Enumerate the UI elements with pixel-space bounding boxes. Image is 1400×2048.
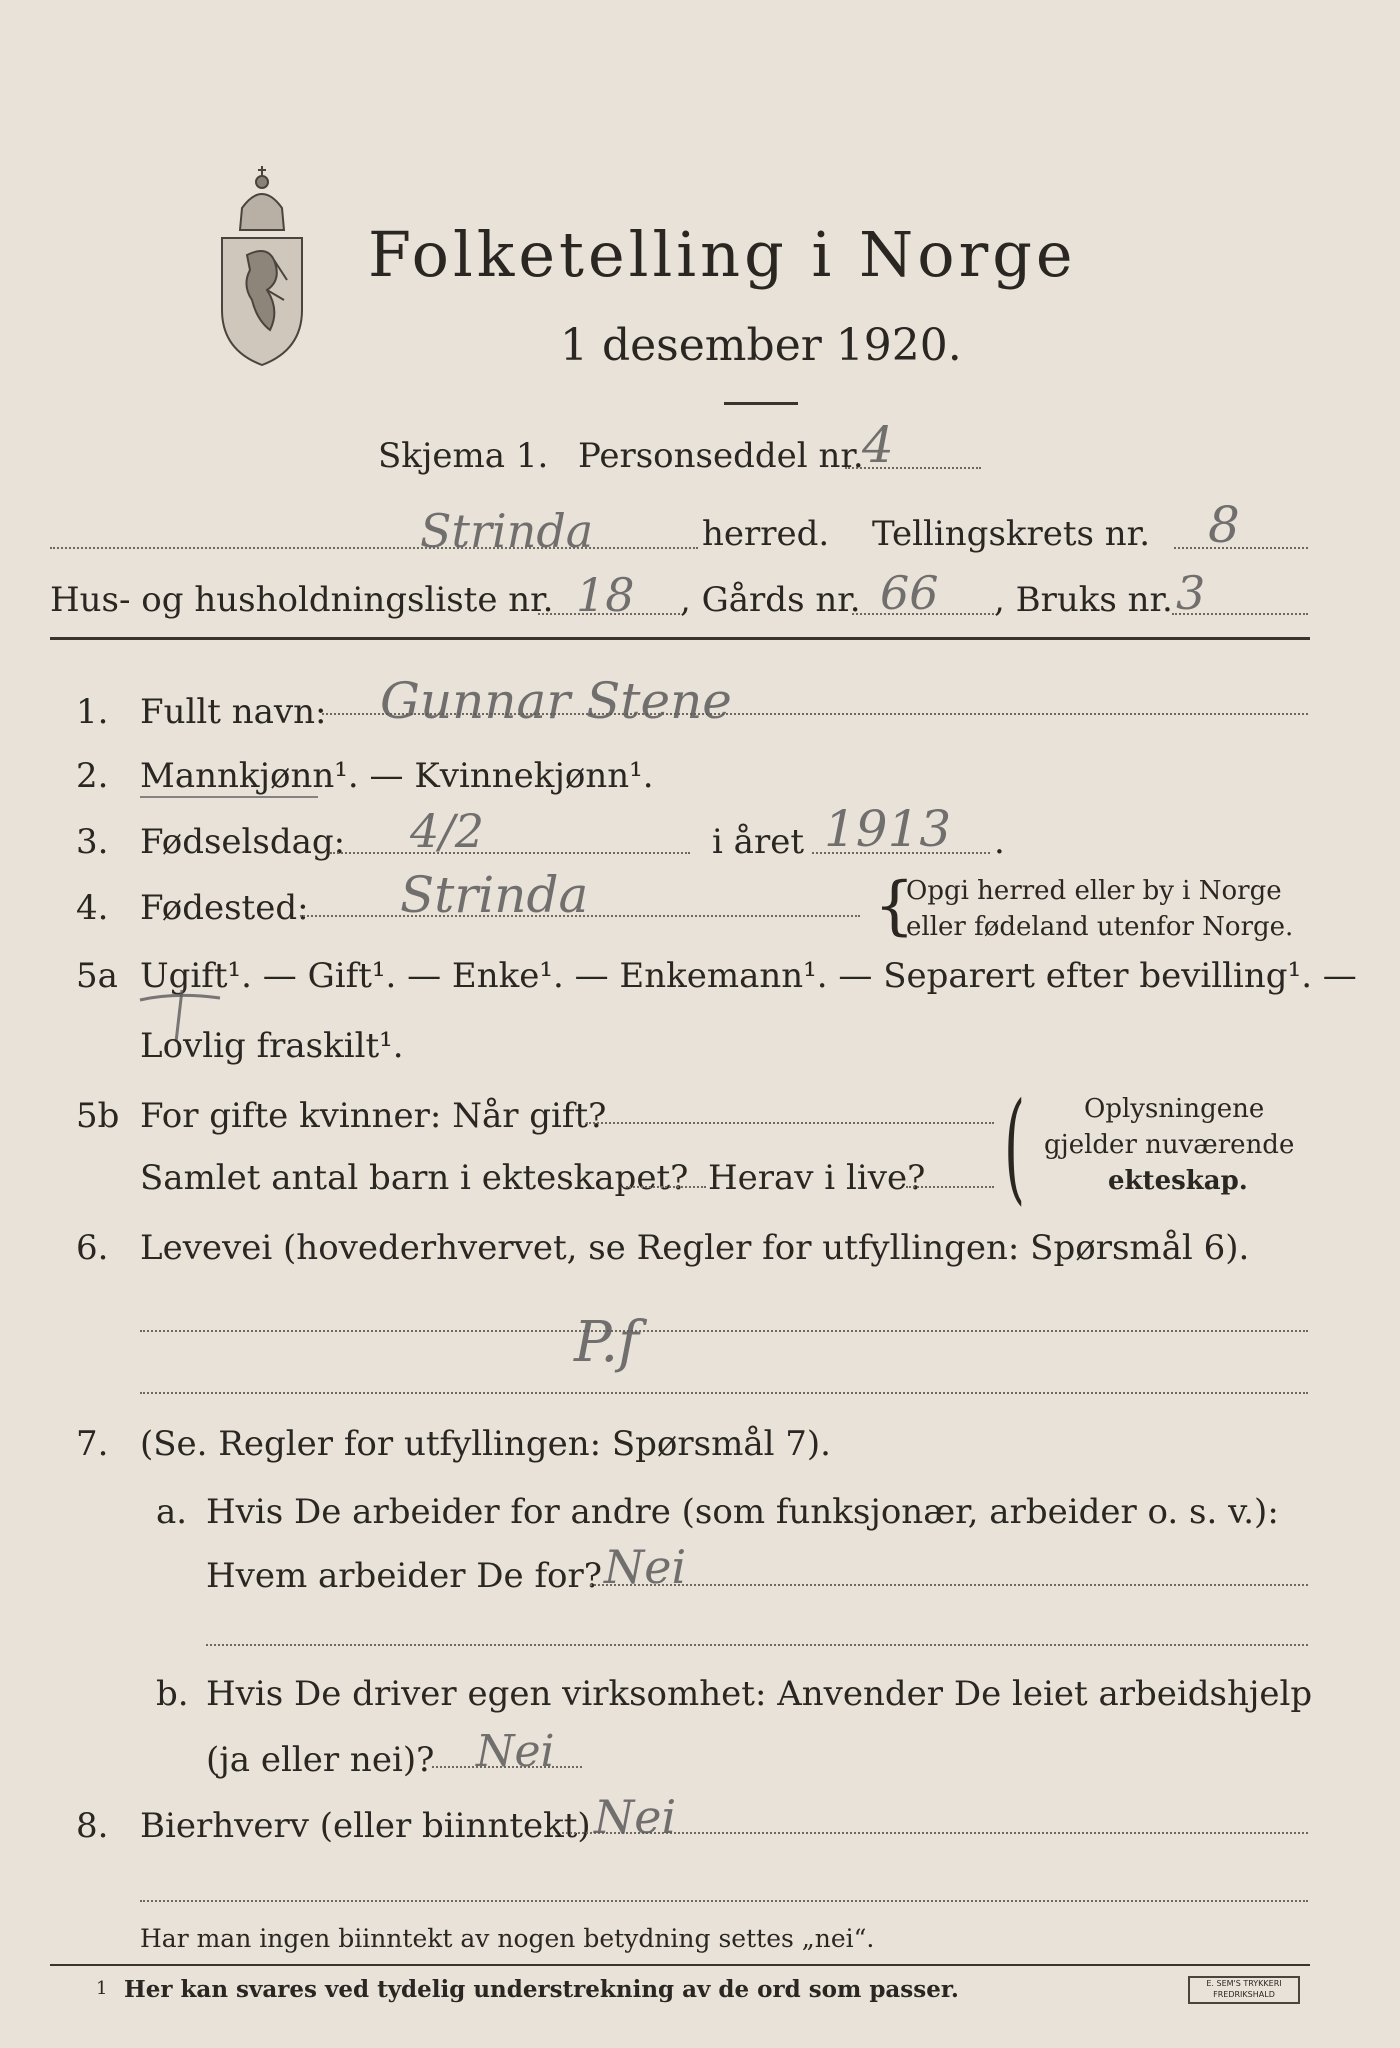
q5b-note-3: ekteskap. xyxy=(1108,1166,1248,1196)
q5b-note-2: gjelder nuværende xyxy=(1044,1130,1295,1160)
q2-underline-mark xyxy=(140,796,318,798)
skjema-label: Skjema 1. xyxy=(378,436,549,476)
q5b-line-1 xyxy=(586,1122,994,1124)
q6-line-2 xyxy=(140,1392,1308,1394)
q2-number: 2. xyxy=(76,756,109,796)
title-separator xyxy=(724,402,798,405)
q8-label: Bierhverv (eller biinntekt) xyxy=(140,1806,591,1846)
q1-number: 1. xyxy=(76,692,109,732)
q8-line-extra xyxy=(140,1900,1308,1902)
q4-label: Fødested: xyxy=(140,888,309,928)
tellingskrets-line xyxy=(1174,547,1308,549)
q7a-line2: Hvem arbeider De for? xyxy=(206,1556,602,1596)
tellingskrets-value: 8 xyxy=(1208,496,1240,554)
q7a-line xyxy=(590,1584,1308,1586)
q5b-note-1: Oplysningene xyxy=(1084,1094,1265,1124)
gards-value: 66 xyxy=(880,566,939,620)
q6-number: 6. xyxy=(76,1228,109,1268)
q7a-line-extra xyxy=(206,1644,1308,1646)
q5b-number: 5b xyxy=(76,1096,120,1136)
form-date: 1 desember 1920. xyxy=(560,320,962,371)
q3-year-label: i året xyxy=(712,822,804,862)
q5a-line2: Lovlig fraskilt¹. xyxy=(140,1026,404,1066)
q7b-value: Nei xyxy=(476,1726,555,1777)
herred-label: herred. xyxy=(702,514,830,554)
q5b-line-3 xyxy=(906,1186,994,1188)
q5b-label-2: Samlet antal barn i ekteskapet? xyxy=(140,1158,689,1198)
q5b-line-2 xyxy=(626,1186,706,1188)
q7b-letter: b. xyxy=(156,1674,189,1714)
form-title: Folketelling i Norge xyxy=(368,218,1077,291)
q3-period: . xyxy=(994,822,1005,862)
q7-label: (Se. Regler for utfyllingen: Spørsmål 7). xyxy=(140,1424,831,1464)
q4-value: Strinda xyxy=(400,866,589,924)
q7a-letter: a. xyxy=(156,1492,188,1532)
q7-number: 7. xyxy=(76,1424,109,1464)
q6-value: P.f xyxy=(574,1310,639,1375)
q1-label: Fullt navn: xyxy=(140,692,327,732)
tellingskrets-label: Tellingskrets nr. xyxy=(872,514,1151,554)
q3-label: Fødselsdag: xyxy=(140,822,346,862)
footer-note: Har man ingen biinntekt av nogen betydning settes „nei“. xyxy=(140,1924,875,1953)
hus-value: 18 xyxy=(576,568,635,622)
gards-label: , Gårds nr. xyxy=(680,580,861,620)
q4-note-2: eller fødeland utenfor Norge. xyxy=(906,912,1294,942)
footnote-number: 1 xyxy=(96,1978,108,1999)
footnote-text: Her kan svares ved tydelig understrekning av de ord som passer. xyxy=(124,1976,959,2003)
q4-number: 4. xyxy=(76,888,109,928)
printer-mark: E. SEM'S TRYKKERI FREDRIKSHALD xyxy=(1188,1976,1300,2004)
q4-brace: { xyxy=(874,869,915,943)
q7a-value: Nei xyxy=(604,1540,687,1594)
q5a-number: 5a xyxy=(76,956,118,996)
herred-line xyxy=(50,547,698,549)
q8-number: 8. xyxy=(76,1806,109,1846)
bruks-value: 3 xyxy=(1176,566,1206,620)
q5b-brace: ( xyxy=(1004,1078,1026,1217)
header-divider xyxy=(50,637,1310,640)
herred-value: Strinda xyxy=(420,504,594,558)
bruks-label: , Bruks nr. xyxy=(994,580,1173,620)
personseddel-label: Personseddel nr. xyxy=(578,436,864,476)
q6-label: Levevei (hovederhvervet, se Regler for utfyllingen: Spørsmål 6). xyxy=(140,1228,1250,1268)
q6-line-1 xyxy=(140,1330,1308,1332)
q4-note-1: Opgi herred eller by i Norge xyxy=(906,876,1282,906)
footer-divider xyxy=(50,1964,1310,1966)
personseddel-value: 4 xyxy=(862,416,894,474)
q7a-line1: Hvis De arbeider for andre (som funksjonær, arbeider o. s. v.): xyxy=(206,1492,1279,1532)
q1-value: Gunnar Stene xyxy=(380,672,732,730)
q3-number: 3. xyxy=(76,822,109,862)
q3-line xyxy=(330,852,690,854)
q8-value: Nei xyxy=(594,1790,677,1844)
q7b-line1: Hvis De driver egen virksomhet: Anvender De leiet arbeidshjelp xyxy=(206,1674,1313,1714)
norway-coat-of-arms-icon xyxy=(212,160,312,372)
q5b-label-1: For gifte kvinner: Når gift? xyxy=(140,1096,607,1136)
q5a-line1: Ugift¹. — Gift¹. — Enke¹. — Enkemann¹. — Separert efter bevilling¹. — xyxy=(140,956,1357,996)
hus-label: Hus- og husholdningsliste nr. xyxy=(50,580,554,620)
q5b-label-3: Herav i live? xyxy=(708,1158,926,1198)
q3-value: 4/2 xyxy=(410,804,485,858)
q3-year-value: 1913 xyxy=(824,800,952,858)
q2-label: Mannkjønn¹. — Kvinnekjønn¹. xyxy=(140,756,654,796)
q7b-line2: (ja eller nei)? xyxy=(206,1740,435,1780)
